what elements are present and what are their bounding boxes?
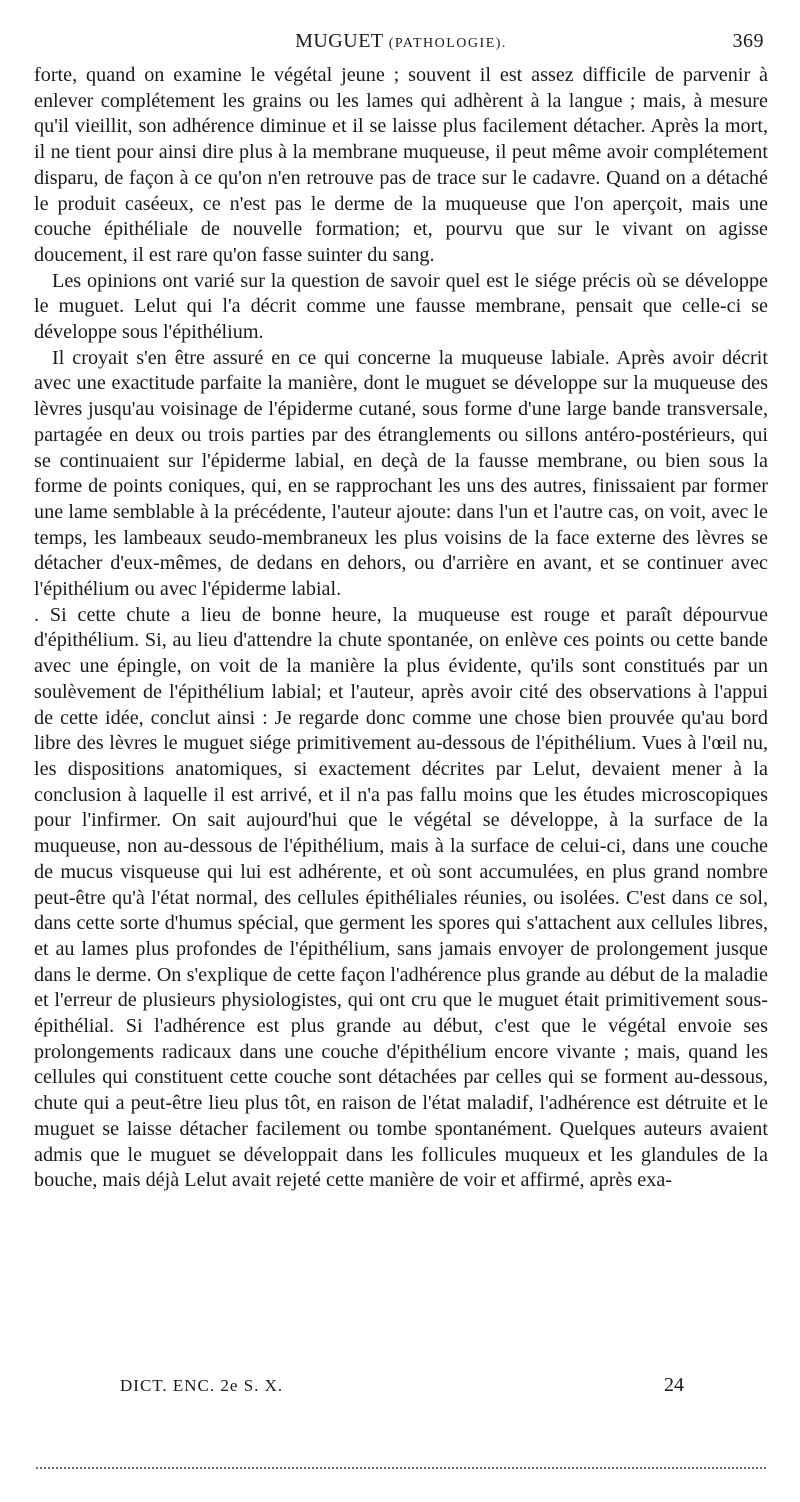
- running-title-text: MUGUET: [295, 30, 384, 52]
- dotted-rule: [36, 1467, 766, 1469]
- body-text: [34, 63, 768, 1194]
- paragraph-2: Les opinions ont varié sur la question de savoir quel est le siége précis où se développe le muguet. Lelut qui l'a décrit comme une fausse membrane, pensait que celle-ci se développe sous l'épithélium.: [34, 269, 768, 344]
- running-section: (PATHOLOGIE).: [388, 36, 507, 51]
- page-footer: [34, 1374, 768, 1404]
- signature-mark: 24: [664, 1374, 684, 1396]
- printer-signature: DICT. ENC. 2e S. X.: [120, 1376, 284, 1395]
- paragraph-4: . Si cette chute a lieu de bonne heure, la muqueuse est rouge et paraît dépourvue d'épithélium. Si, au lieu d'attendre la chute spontanée, on enlève ces points ou cette bande avec une épingle, on voit de la manière la plus évidente, qu'ils sont constitués par un soulèvement de l'épithélium labial; et l'auteur, après avoir cité des observations à l'appui de cette idée, conclut ainsi : Je regarde donc comme une chose bien prouvée qu'au bord libre des lèvres le muguet siége primitivement au-dessous de l'épithélium. Vues à l'œil nu, les dispositions anatomiques, si exactement décrites par Lelut, devaient mener à la conclusion à laquelle il est arrivé, et il n'a pas fallu moins que les études microscopiques pour l'infirmer. On sait aujourd'hui que le végétal se développe, à la surface de la muqueuse, non au-dessous de l'épithélium, mais à la surface de celui-ci, dans une couche de mucus visqueuse qui lui est adhérente, et où sont accumulées, en plus grand nombre peut-être qu'à l'état normal, des cellules épithéliales réunies, ou isolées. C'est dans ce sol, dans cette sorte d'humus spécial, que germent les spores qui s'attachent aux cellules libres, et au lames plus profondes de l'épithélium, sans jamais envoyer de prolongement jusque dans le derme. On s'explique de cette façon l'adhérence plus grande au début de la maladie et l'erreur de plusieurs physiologistes, qui ont cru que le muguet était primitivement sous-épithélial. Si l'adhérence est plus grande au début, c'est que le végétal envoie ses prolongements radicaux dans une couche d'épithélium encore vivante ; mais, quand les cellules qui constituent cette couche sont détachées par celles qui se forment au-dessous, chute qui a peut-être lieu plus tôt, en raison de l'état maladif, l'adhérence est détruite et le muguet se laisse détacher facilement ou tombe spontanément. Quelques auteurs avaient admis que le muguet se développait dans les follicules muqueux et les glandules de la bouche, mais déjà Lelut avait rejeté cette manière de voir et affirmé, après exa-: [34, 603, 768, 1192]
- paragraph-1: forte, quand on examine le végétal jeune ; souvent il est assez difficile de parvenir à enlever complétement les grains ou les lames qui adhèrent à la langue ; mais, à mesure qu'il vieillit, son adhérence diminue et il se laisse plus facilement détacher. Après la mort, il ne tient pour ainsi dire plus à la membrane muqueuse, il peut même avoir complétement disparu, de façon à ce qu'on n'en retrouve pas de trace sur le cadavre. Quand on a détaché le produit caséeux, ce n'est pas le derme de la muqueuse que l'on aperçoit, mais une couche épithéliale de nouvelle formation; et, pourvu que sur le vivant on agisse doucement, il est rare qu'on fasse suinter du sang.: [34, 64, 768, 266]
- paragraph-3: Il croyait s'en être assuré en ce qui concerne la muqueuse labiale. Après avoir décrit avec une exactitude parfaite la manière, dont le muguet se développe sur la muqueuse des lèvres jusqu'au voisinage de l'épiderme cutané, sous forme d'une large bande transversale, partagée en deux ou trois parties par des étranglements ou sillons antéro-postérieurs, qui se continuaient sur l'épiderme labial, en deçà de la fausse membrane, ou bien sous la forme de points coniques, qui, en se rapprochant les uns des autres, finissaient par former une lame semblable à la précédente, l'auteur ajoute: dans l'un et l'autre cas, on voit, avec le temps, les lambeaux seudo-membraneux les plus voisins de la face externe des lèvres se détacher d'eux-mêmes, de dedans en dehors, ou d'arrière en avant, et se continuer avec l'épithélium ou avec l'épiderme labial.: [34, 346, 768, 601]
- page-number: 369: [732, 30, 764, 52]
- running-title: [34, 30, 768, 53]
- running-header: [34, 30, 768, 60]
